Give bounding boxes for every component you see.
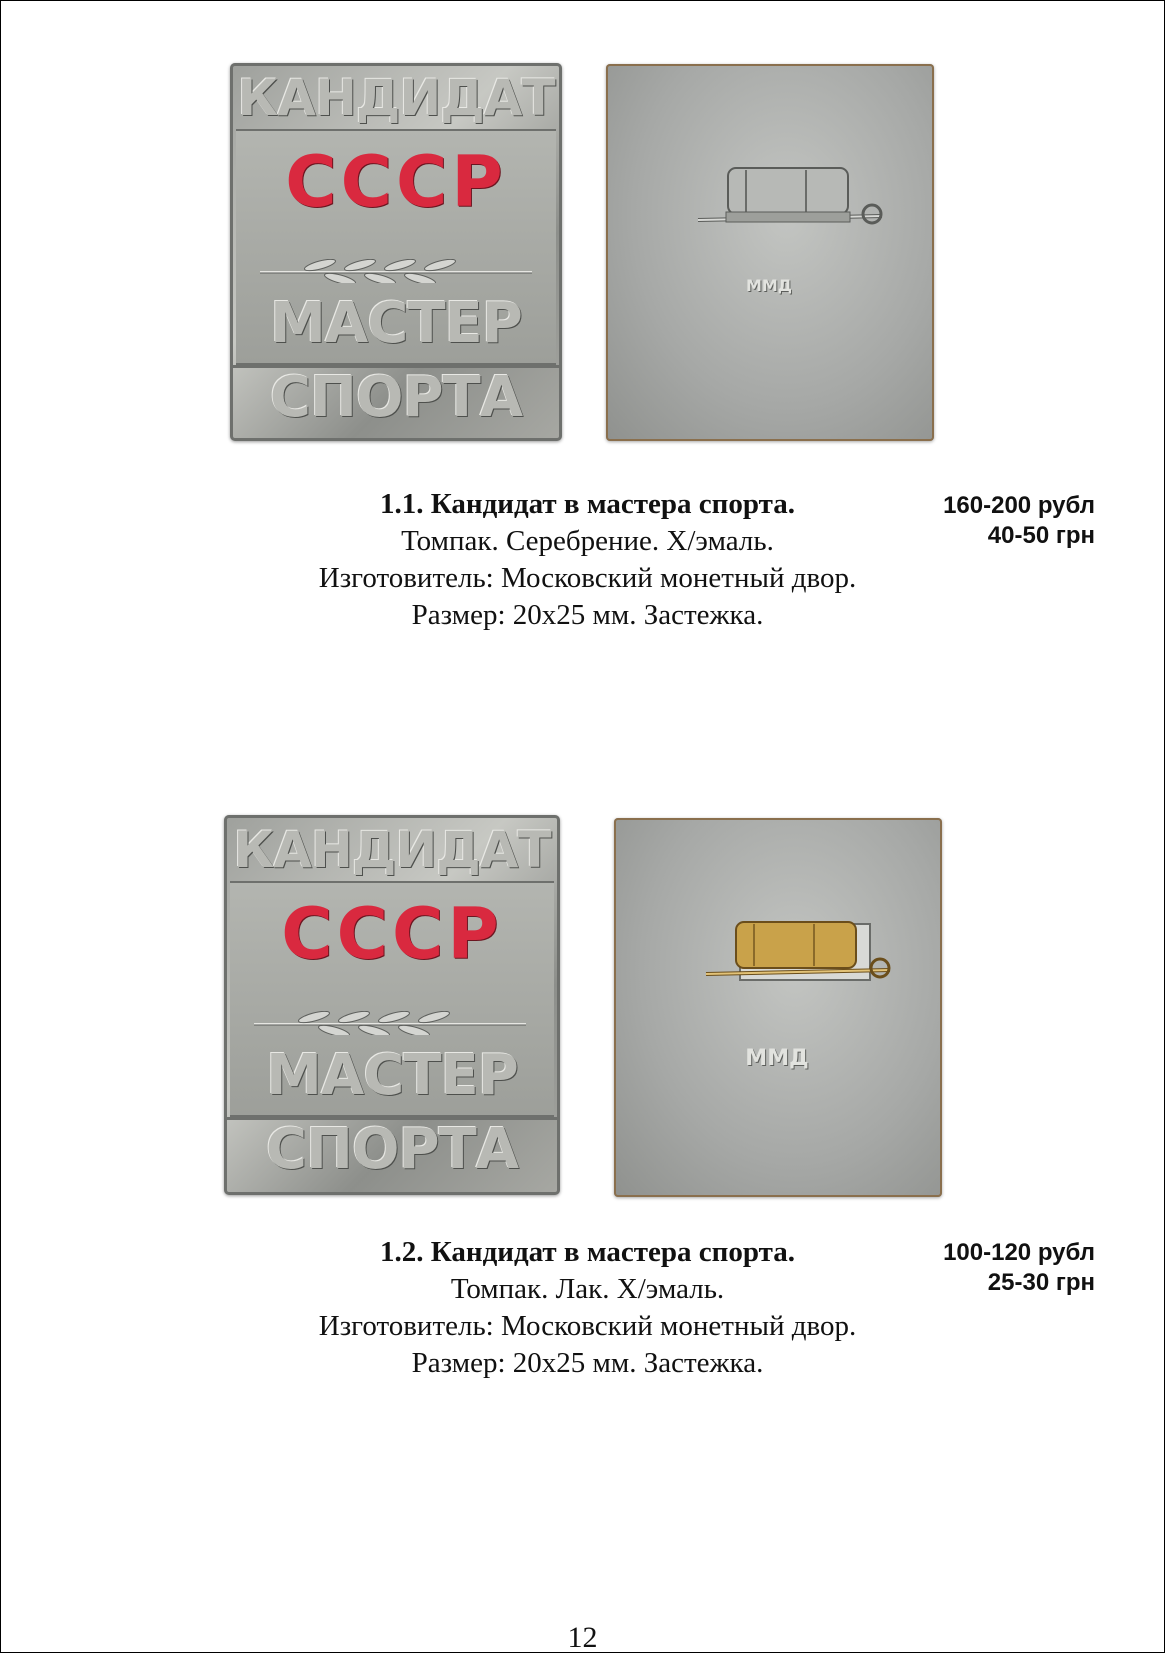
pin-clasp-icon (696, 164, 886, 244)
badge-text-master: МАСТЕР (270, 291, 522, 356)
entry-title: 1.1. Кандидат в мастера спорта. (380, 488, 795, 520)
badge-obverse-photo (230, 63, 562, 441)
badge-text-sporta: СПОРТА (269, 365, 523, 430)
entry-material: Томпак. Лак. Х/эмаль. (450, 1273, 725, 1305)
mint-mark: ММД (745, 1046, 809, 1071)
entry-size: Размер: 20x25 мм. Застежка. (411, 1347, 764, 1379)
entry-price (943, 1238, 1095, 1298)
entry-size: Размер: 20x25 мм. Застежка. (411, 599, 764, 631)
pin-clasp-icon (704, 918, 894, 998)
laurel-branch-icon (254, 1011, 526, 1035)
entry-title: 1.2. Кандидат в мастера спорта. (380, 1236, 795, 1268)
price-uah: 40-50 грн (987, 522, 1095, 549)
entry-maker: Изготовитель: Московский монетный двор. (318, 1310, 857, 1342)
price-rub: 160-200 рубл (943, 492, 1095, 519)
badge-reverse-photo (614, 818, 942, 1197)
badge-text-kandidat: КАНДИДАТ (233, 821, 551, 879)
badge-text-ussr: СССР (285, 141, 507, 223)
price-uah: 25-30 грн (987, 1269, 1095, 1296)
price-rub: 100-120 рубл (943, 1239, 1095, 1266)
badge-text-sporta: СПОРТА (265, 1117, 519, 1182)
page-number: 12 (567, 1621, 598, 1654)
badge-obverse-photo (224, 815, 560, 1195)
badge-text-ussr: СССР (281, 893, 503, 975)
entry-price (943, 491, 1095, 551)
entry-material: Томпак. Серебрение. Х/эмаль. (401, 525, 774, 557)
mint-mark: ММД (745, 276, 793, 295)
badge-reverse-photo (606, 64, 934, 441)
entry-maker: Изготовитель: Московский монетный двор. (318, 562, 857, 594)
laurel-branch-icon (260, 259, 532, 283)
badge-text-kandidat: КАНДИДАТ (237, 69, 555, 127)
badge-text-master: МАСТЕР (266, 1043, 518, 1108)
entry-caption (200, 486, 975, 634)
entry-caption (200, 1234, 975, 1382)
